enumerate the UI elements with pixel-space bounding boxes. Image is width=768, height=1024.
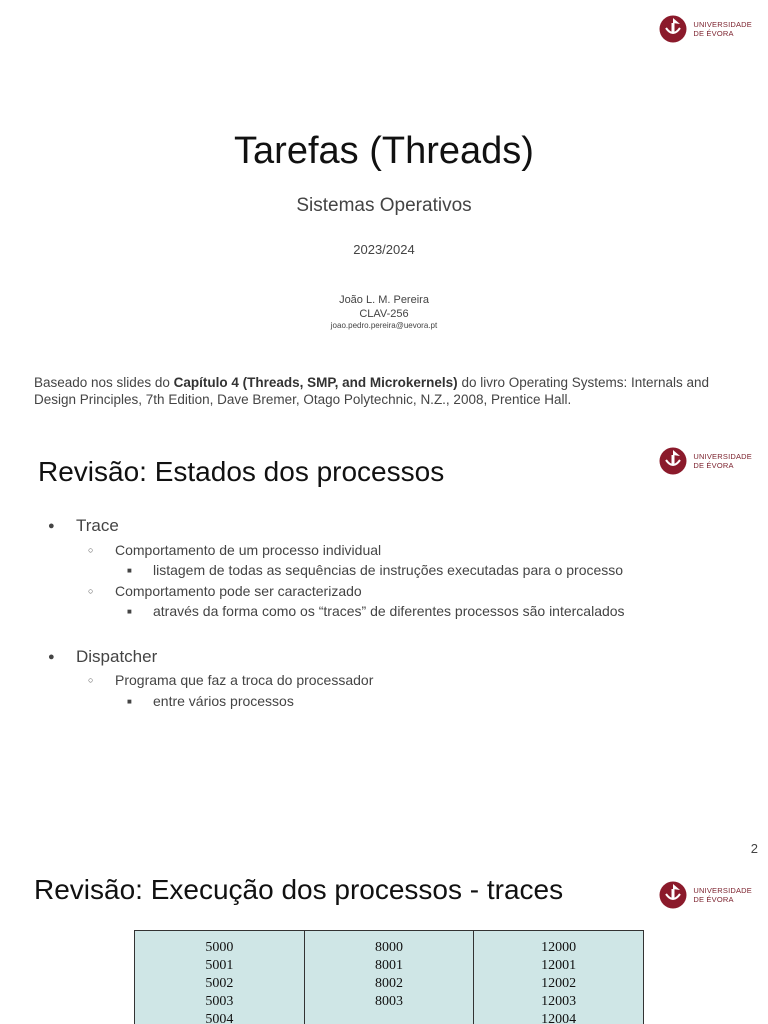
trace-cell: 5003: [205, 994, 234, 1009]
trace-cell: 5002: [205, 976, 234, 991]
trace-column-c: [474, 931, 643, 1024]
source-prefix: Baseado nos slides do: [34, 375, 174, 390]
bullet-dot-icon: ●: [48, 520, 55, 532]
slide-title: [0, 0, 768, 432]
university-logo: [658, 446, 752, 476]
trace-cell: 8003: [375, 994, 403, 1009]
trace-cell: 12002: [541, 976, 577, 991]
trace-column-b: [305, 931, 475, 1024]
bullet-circle-icon: ○: [88, 545, 94, 555]
bullet-circle-icon: ○: [88, 586, 94, 596]
university-emblem-icon: [658, 880, 688, 910]
sub-sub-bullet: ■ listagem de todas as sequências de instruções executadas para o processo: [127, 562, 624, 578]
slide-heading: Revisão: Execução dos processos - traces: [34, 874, 564, 905]
bullet-dispatcher: ● Dispatcher: [48, 647, 158, 666]
slide-process-states: [0, 432, 768, 864]
trace-cell: 5000: [205, 940, 234, 955]
academic-year: 2023/2024: [353, 242, 415, 257]
bullet-square-icon: ■: [127, 566, 132, 575]
trace-cell: 12003: [541, 994, 577, 1009]
bullet-square-icon: ■: [127, 607, 132, 616]
trace-column-a: [135, 931, 305, 1024]
logo-line1: UNIVERSIDADE: [693, 452, 752, 461]
author-block: [0, 293, 768, 331]
author-email: joao.pedro.pereira@uevora.pt: [330, 321, 438, 330]
trace-cell: 8000: [375, 940, 403, 955]
trace-cell: 12000: [541, 940, 577, 955]
presentation-title: Tarefas (Threads): [234, 130, 534, 172]
logo-line1: UNIVERSIDADE: [693, 20, 752, 29]
trace-table: [134, 930, 644, 1024]
university-emblem-icon: [658, 14, 688, 44]
logo-line1: UNIVERSIDADE: [693, 886, 752, 895]
sub-bullet: ○ Comportamento pode ser caracterizado: [88, 583, 362, 599]
slide-heading: Revisão: Estados dos processos: [38, 456, 445, 487]
trace-cell: 12001: [541, 958, 577, 973]
university-emblem-icon: [658, 446, 688, 476]
page-number: 2: [750, 841, 758, 856]
slide-process-traces: [0, 864, 768, 1024]
bullet-square-icon: ■: [127, 697, 132, 706]
sub-sub-bullet: ■ através da forma como os “traces” de diferentes processos são intercalados: [127, 603, 625, 619]
university-logo: [658, 880, 752, 910]
sub-sub-bullet: ■ entre vários processos: [127, 693, 294, 709]
source-note: [34, 374, 744, 408]
logo-line2: DE ÉVORA: [693, 895, 734, 904]
source-suffix: do livro Operating Systems: Internals and Design Principles, 7th Edition, Dave Bremer, Otago Polytechnic, N.Z., 2008, Prentice Hall.: [34, 375, 710, 407]
bullet-circle-icon: ○: [88, 675, 94, 685]
logo-line2: DE ÉVORA: [693, 29, 734, 38]
trace-cell: 8001: [375, 958, 403, 973]
sub-bullet: ○ Comportamento de um processo individual: [88, 542, 382, 558]
sub-bullet: ○ Programa que faz a troca do processador: [88, 672, 374, 688]
author-name: João L. M. Pereira: [339, 294, 429, 306]
bullet-trace: ● Trace: [48, 516, 119, 535]
source-chapter: Capítulo 4 (Threads, SMP, and Microkernels): [173, 375, 458, 390]
presentation-subtitle: Sistemas Operativos: [296, 195, 472, 216]
trace-cell: 8002: [375, 976, 403, 991]
trace-cell: 5004: [205, 1012, 234, 1024]
author-room: CLAV-256: [359, 308, 409, 320]
bullet-dot-icon: ●: [48, 651, 55, 663]
university-logo: [658, 14, 752, 44]
trace-cell: 12004: [541, 1012, 577, 1024]
trace-cell: 5001: [205, 958, 234, 973]
logo-line2: DE ÉVORA: [693, 461, 734, 470]
